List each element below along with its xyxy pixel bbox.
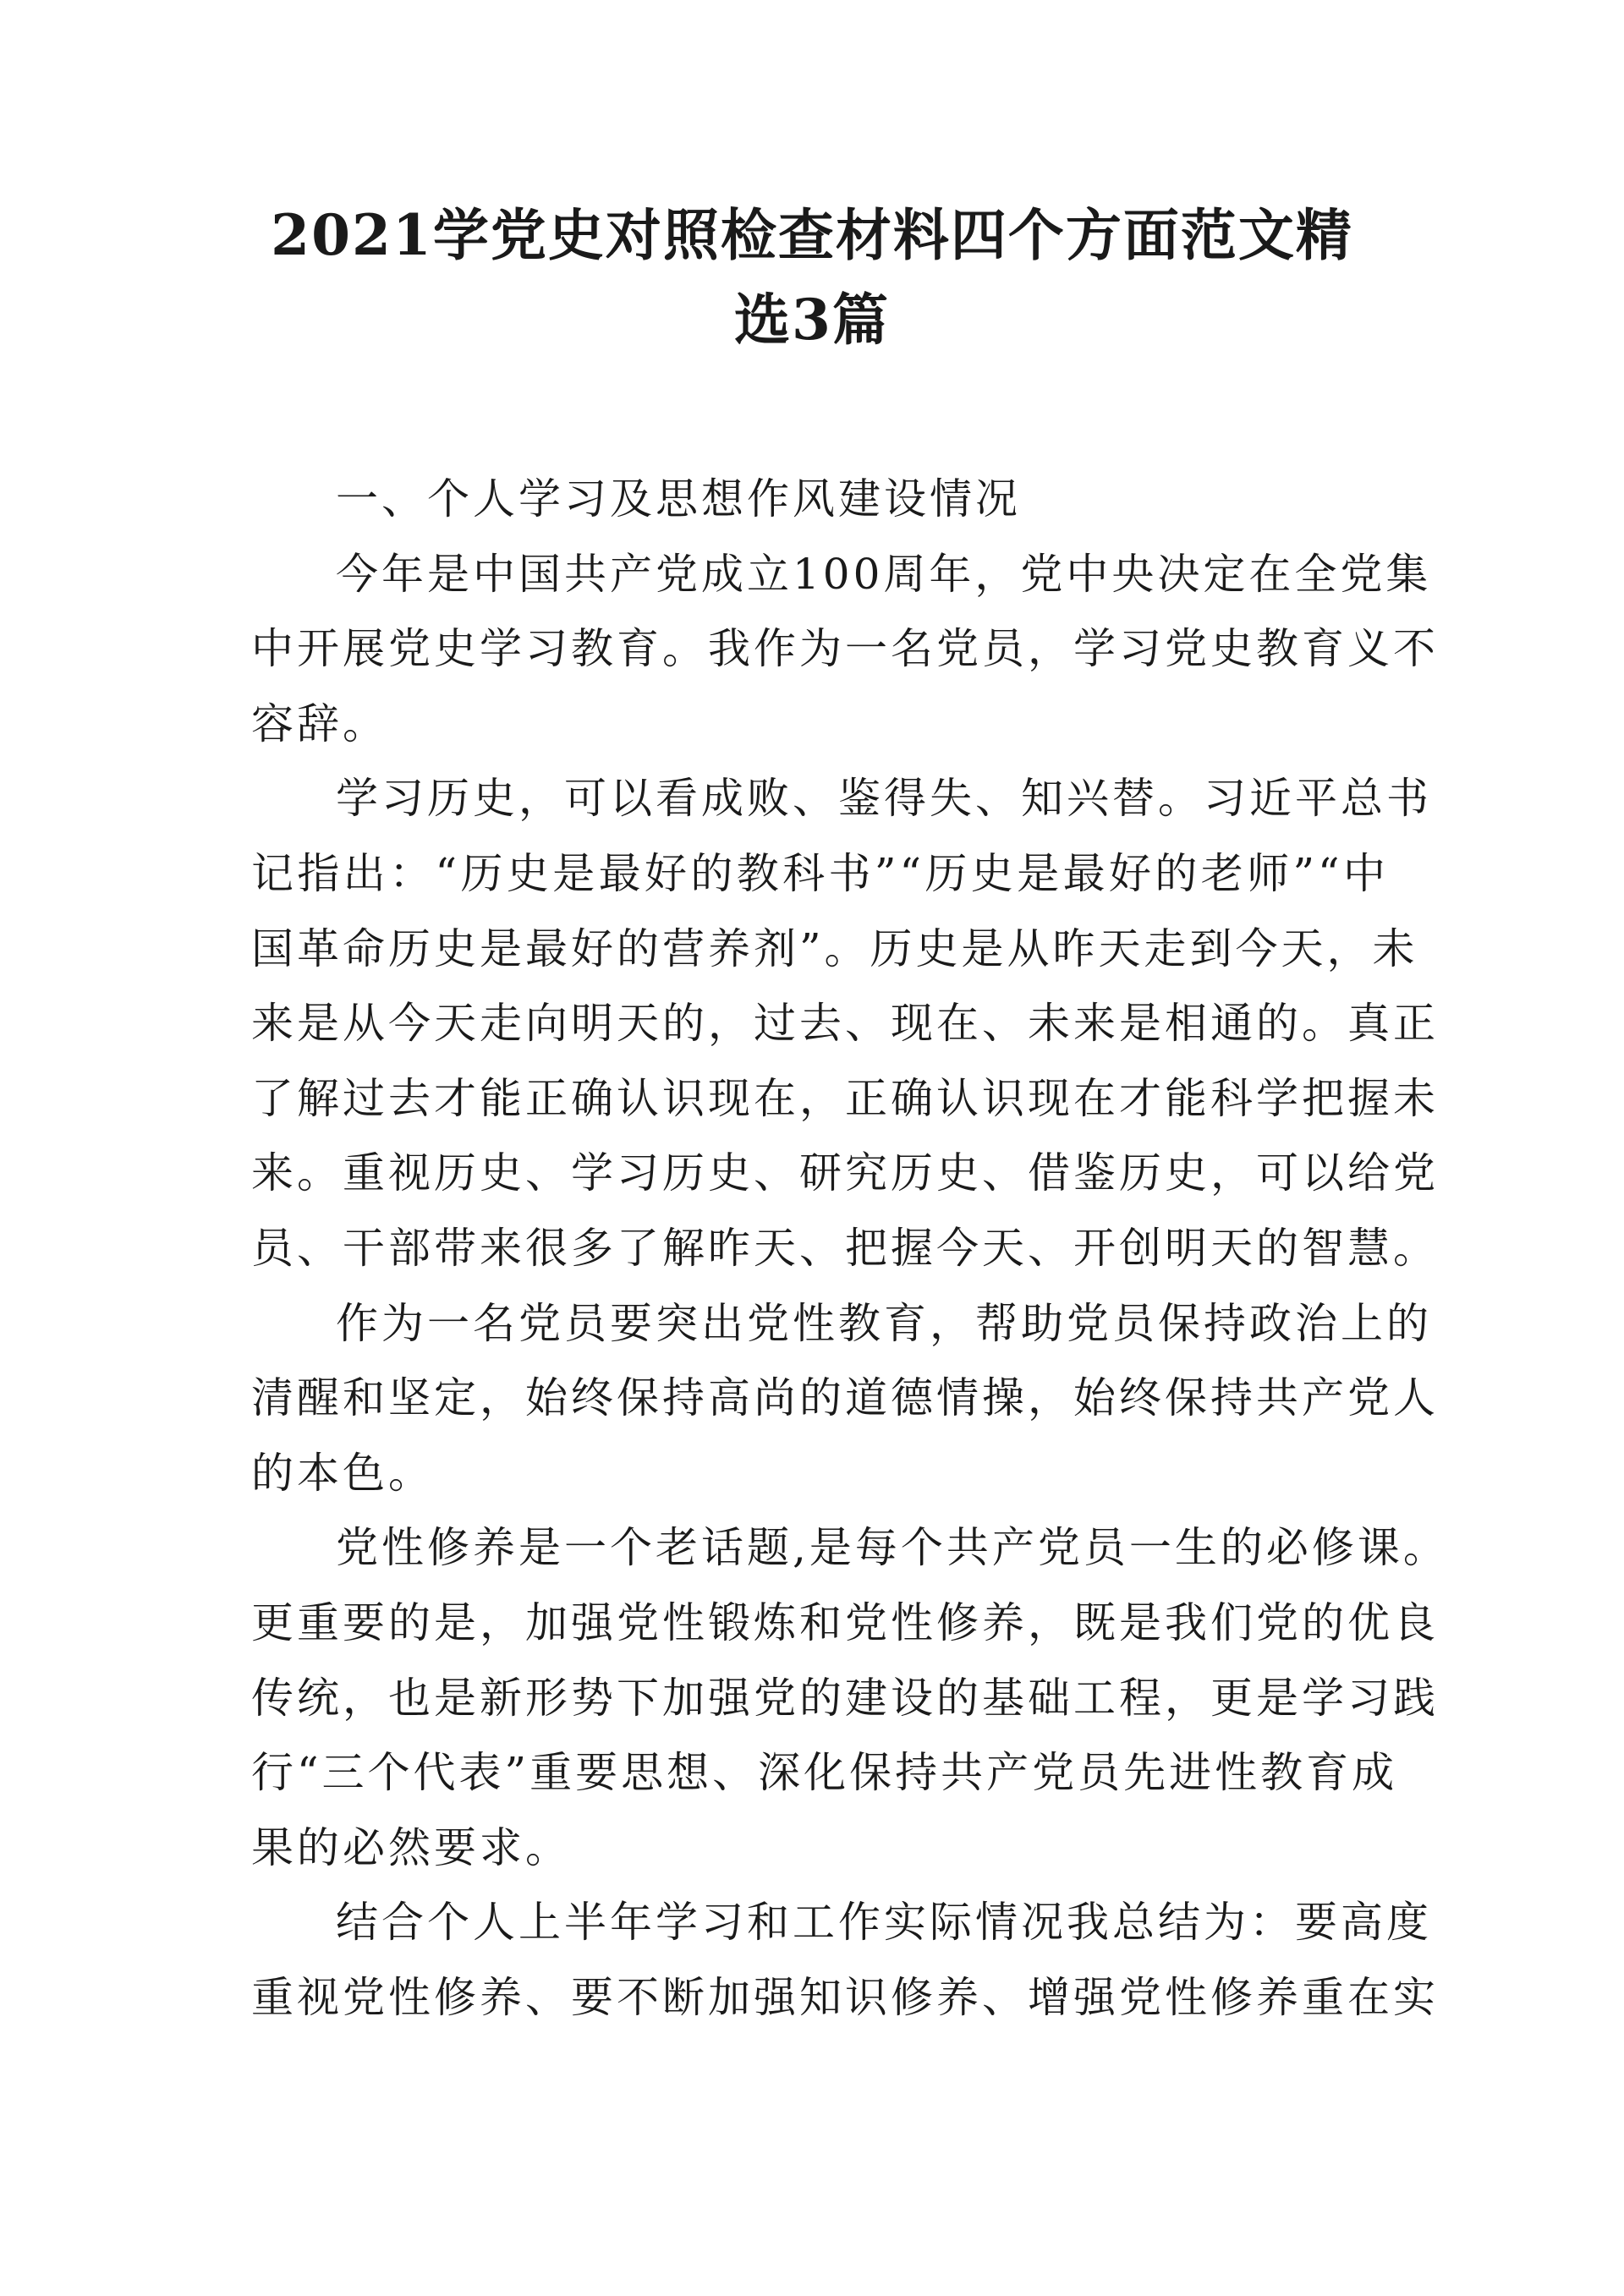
paragraph-party-education: [251, 1286, 1439, 1511]
text-line: 学习历史，可以看成败、鉴得失、知兴替。习近平总书: [336, 774, 1432, 824]
text-line: 重视党性修养、要不断加强知识修养、增强党性修养重在实: [251, 1972, 1439, 2022]
title-line-1: 2021学党史对照检查材料四个方面范文精: [271, 202, 1353, 268]
text-line: 的本色。: [251, 1448, 434, 1498]
document-body: [251, 462, 1449, 2035]
text-line: 中开展党史学习教育。我作为一名党员，学习党史教育义不: [251, 624, 1439, 674]
paragraph-party-cultivation: [251, 1510, 1449, 1885]
text-line: 一、个人学习及思想作风建设情况: [336, 474, 1021, 523]
text-line: 员、干部带来很多了解昨天、把握今天、开创明天的智慧。: [251, 1223, 1439, 1273]
text-line: 行“三个代表”重要思想、深化保持共产党员先进性教育成: [251, 1748, 1398, 1798]
paragraph-summary: [251, 1885, 1439, 2035]
text-line: 传统，也是新形势下加强党的建设的基础工程，更是学习践: [251, 1673, 1439, 1723]
text-line: 作为一名党员要突出党性教育，帮助党员保持政治上的: [336, 1298, 1432, 1348]
text-line: 容辞。: [251, 699, 388, 748]
title-line-2: 选3篇: [734, 287, 890, 353]
text-line: 清醒和坚定，始终保持高尚的道德情操，始终保持共产党人: [251, 1373, 1439, 1423]
document-title: [237, 193, 1387, 362]
text-line: 来是从今天走向明天的，过去、现在、未来是相通的。真正: [251, 999, 1439, 1049]
text-line: 记指出：“历史是最好的教科书”“历史是最好的老师”“中: [251, 848, 1389, 898]
paragraph-history: [251, 761, 1439, 1285]
text-line: 果的必然要求。: [251, 1822, 571, 1872]
text-line: 来。重视历史、学习历史、研究历史、借鉴历史，可以给党: [251, 1148, 1439, 1198]
text-line: 结合个人上半年学习和工作实际情况我总结为：要高度: [336, 1898, 1432, 1948]
text-line: 国革命历史是最好的营养剂”。历史是从昨天走到今天，未: [251, 923, 1418, 973]
text-line: 了解过去才能正确认识现在，正确认识现在才能科学把握未: [251, 1073, 1439, 1123]
section-heading: [251, 462, 1389, 537]
text-line: 党性修养是一个老话题,是每个共产党员一生的必修课。: [336, 1523, 1449, 1573]
paragraph-intro: [251, 537, 1439, 762]
text-line: 更重要的是，加强党性锻炼和党性修养，既是我们党的优良: [251, 1597, 1439, 1647]
text-line: 今年是中国共产党成立100周年，党中央决定在全党集: [336, 549, 1432, 599]
